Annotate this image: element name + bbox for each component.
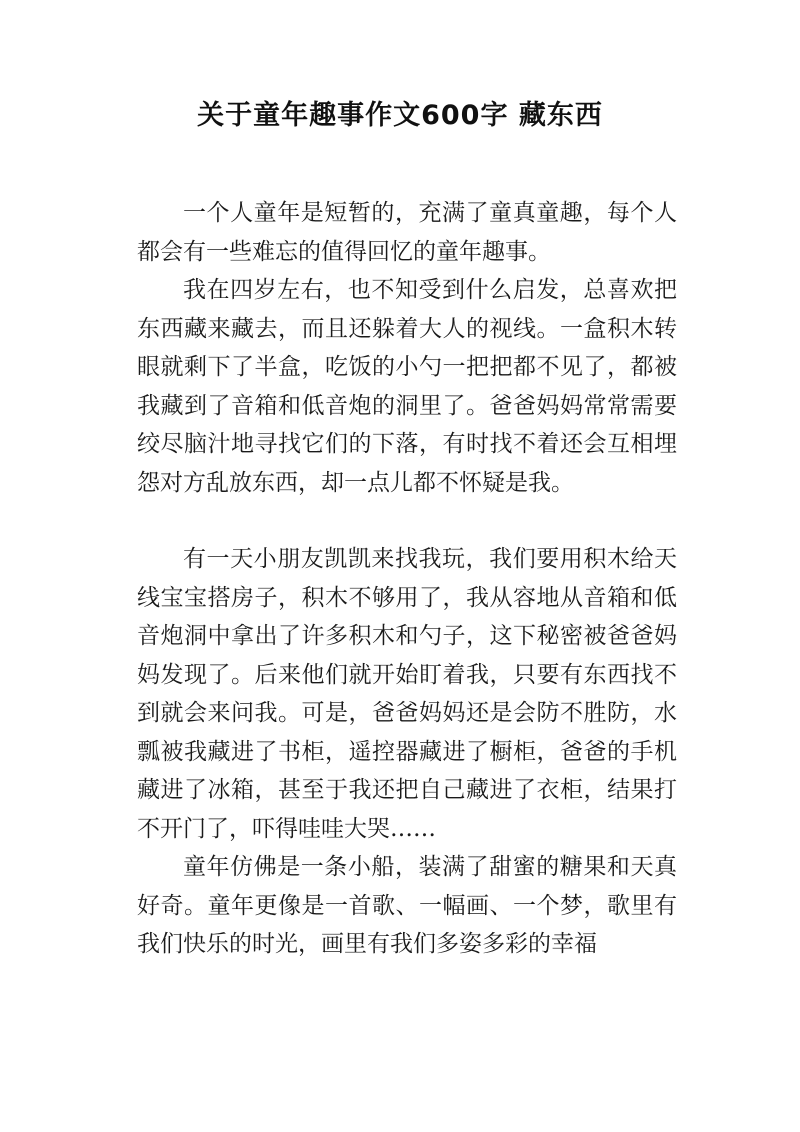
paragraph-spacer bbox=[137, 502, 677, 540]
document-title: 关于童年趣事作文600字 藏东西 bbox=[197, 100, 603, 131]
document-body bbox=[137, 194, 677, 964]
paragraph-intro: 一个人童年是短暂的，充满了童真童趣，每个人都会有一些难忘的值得回忆的童年趣事。 bbox=[137, 200, 677, 265]
paragraph-childhood-metaphor: 童年仿佛是一条小船，装满了甜蜜的糖果和天真好奇。童年更像是一首歌、一幅画、一个梦，歌里有我们快乐的时光，画里有我们多姿多彩的幸福 bbox=[137, 854, 677, 957]
paragraph-secret-discovered: 有一天小朋友凯凯来找我玩，我们要用积木给天线宝宝搭房子，积木不够用了，我从容地从音箱和低音炮洞中拿出了许多积木和勺子，这下秘密被爸爸妈妈发现了。后来他们就开始盯着我，只要有东西找不到就会来问我。可是，爸爸妈妈还是会防不胜防，水瓢被我藏进了书柜，遥控器藏进了橱柜，爸爸的手机藏进了冰箱，甚至于我还把自己藏进了衣柜，结果打不开门了，吓得哇哇大哭…… bbox=[137, 546, 677, 842]
paragraph-hiding-habit: 我在四岁左右，也不知受到什么启发，总喜欢把东西藏来藏去，而且还躲着大人的视线。一盒积木转眼就剩下了半盒，吃饭的小勺一把把都不见了，都被我藏到了音箱和低音炮的洞里了。爸爸妈妈常常需要绞尽脑汁地寻找它们的下落，有时找不着还会互相埋怨对方乱放东西，却一点儿都不怀疑是我。 bbox=[137, 277, 677, 496]
